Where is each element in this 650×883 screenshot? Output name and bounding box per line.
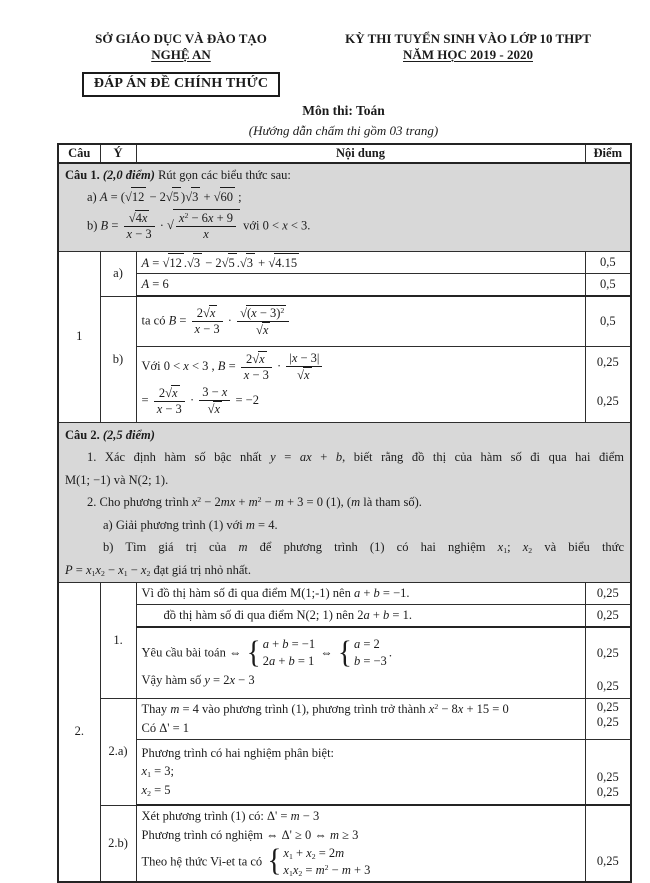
points-cell-2a-step1: 0,25 0,25 — [585, 699, 631, 740]
grading-note: (Hướng dẫn chấm thi gồm 03 trang) — [248, 123, 439, 138]
issuing-authority-block — [57, 31, 305, 97]
cau-cell-2: 2. — [58, 583, 100, 882]
question-2-statement: Câu 2. (2,5 điểm) 1. Xác định hàm số bậc nhất y = ax + b, biết rằng đồ thị của hàm số đi qua hai điểm M(1; −1) và N(2; 1). 2. Cho phương trình $x^2 - 2mx + m^2 - m + 3 = 0$ (1), (m là tham số). a) Giải phương trình (1) với m = 4. b) Tìm giá trị của m để phương trình (1) có hai nghiệm $x_1$; $x_2$ và biểu thức $P = x_1x_2 - x_1 - x_2$ đạt giá trị nhỏ nhất. — [58, 422, 631, 583]
y-cell-1a: a) — [100, 251, 136, 296]
points-cell-1a-step1: 0,5 — [585, 251, 631, 274]
authority-province: NGHỆ AN — [151, 47, 211, 62]
content-cell-1a-step1: A = √12 .√3 − 2√5 .√3 + √4.15 — [136, 251, 585, 274]
answer-row-2a-step2 — [58, 739, 631, 805]
column-header-y: Ý — [100, 144, 136, 163]
cau-cell-1: 1 — [58, 251, 100, 422]
answer-row-2b — [58, 805, 631, 882]
content-cell-1b-step1: ta có B = $\frac{2√x}{x - 3}$ · $\frac{√(x - 3)^2}{√x}$ — [136, 296, 585, 346]
content-cell-1b-step2: Với 0 < x < 3 , B = $\frac{2√x}{x - 3}$ · $\frac{|x - 3|}{√x}$ = $\frac{2√x}{x - 3}$ · $\frac{3 - x}{√x}$ = −2 — [136, 346, 585, 422]
points-cell-1b-step1: 0,5 — [585, 296, 631, 346]
question-2-statement-row — [58, 422, 631, 583]
answer-row-1a-step2 — [58, 274, 631, 296]
y-cell-2a: 2.a) — [100, 699, 136, 806]
answer-row-2a-step1 — [58, 699, 631, 740]
answer-row-2-1-step1 — [58, 583, 631, 605]
points-cell-2-1-step3: 0,25 0,25 — [585, 627, 631, 699]
column-header-noi-dung: Nội dung — [136, 144, 585, 163]
answer-key-table — [57, 143, 632, 883]
answer-row-1b-step1 — [58, 296, 631, 346]
table-header-row — [58, 144, 631, 163]
subject-line: Môn thi: Toán — [302, 103, 385, 118]
points-cell-2a-step2: 0,25 0,25 — [585, 739, 631, 805]
points-cell-2b: 0,25 — [585, 805, 631, 882]
content-cell-2-1-step1: Vì đồ thị hàm số đi qua điểm M(1;-1) nên a + b = −1. — [136, 583, 585, 605]
column-header-diem: Điểm — [585, 144, 631, 163]
content-cell-1a-step2: A = 6 — [136, 274, 585, 296]
authority-name: SỞ GIÁO DỤC VÀ ĐÀO TẠO — [95, 31, 267, 46]
answer-sheet-page — [57, 0, 630, 883]
content-cell-2a-step1: Thay m = 4 vào phương trình (1), phương trình trở thành $x^2 - 8x + 15 = 0$ Có Δ' = 1 — [136, 699, 585, 740]
y-cell-2b: 2.b) — [100, 805, 136, 882]
answer-row-1b-step2 — [58, 346, 631, 422]
points-cell-2-1-step1: 0,25 — [585, 583, 631, 605]
exam-title-block — [318, 31, 618, 63]
y-cell-1b: b) — [100, 296, 136, 422]
exam-name: KỲ THI TUYỂN SINH VÀO LỚP 10 THPT — [345, 31, 591, 46]
points-cell-1b-step2: 0,25 0,25 — [585, 346, 631, 422]
content-cell-2a-step2: Phương trình có hai nghiệm phân biệt: $x_1 = 3$; $x_2 = 5$ — [136, 739, 585, 805]
question-1-statement: Câu 1. (2,0 điểm) Rút gọn các biểu thức sau: a) A = (√12 − 2√5 )√3 + √60 ; b) B = $\frac{√4x}{x - 3}$ · √ $\frac{x^2 - 6x + 9}{x}$ với 0 < x < 3. — [58, 163, 631, 251]
document-header — [57, 31, 630, 97]
points-cell-1a-step2: 0,5 — [585, 274, 631, 296]
official-answer-stamp-box: ĐÁP ÁN ĐỀ CHÍNH THỨC — [82, 72, 280, 97]
answer-row-2-1-step2 — [58, 604, 631, 626]
points-cell-2-1-step2: 0,25 — [585, 604, 631, 626]
question-1-statement-row — [58, 163, 631, 251]
column-header-cau: Câu — [58, 144, 100, 163]
content-cell-2b: Xét phương trình (1) có: Δ' = m − 3 Phương trình có nghiệm ⇔ Δ' ≥ 0 ⇔ m ≥ 3 Theo hệ thức Vi-et ta có { $x_1 + x_2 = 2m$ $x_1x_2 = m^2 - m + 3$ — [136, 805, 585, 882]
content-cell-2-1-step2: đồ thị hàm số đi qua điểm N(2; 1) nên 2a + b = 1. — [136, 604, 585, 626]
answer-row-2-1-step3 — [58, 627, 631, 699]
exam-school-year: NĂM HỌC 2019 - 2020 — [403, 47, 533, 62]
content-cell-2-1-step3: Yêu cầu bài toán ⇔ { a + b = −1 2a + b = 1 ⇔ { a = 2 b = −3 . Vậy hàm số y = 2x − 3 — [136, 627, 585, 699]
y-cell-2-1: 1. — [100, 583, 136, 699]
answer-row-1a-step1 — [58, 251, 631, 274]
